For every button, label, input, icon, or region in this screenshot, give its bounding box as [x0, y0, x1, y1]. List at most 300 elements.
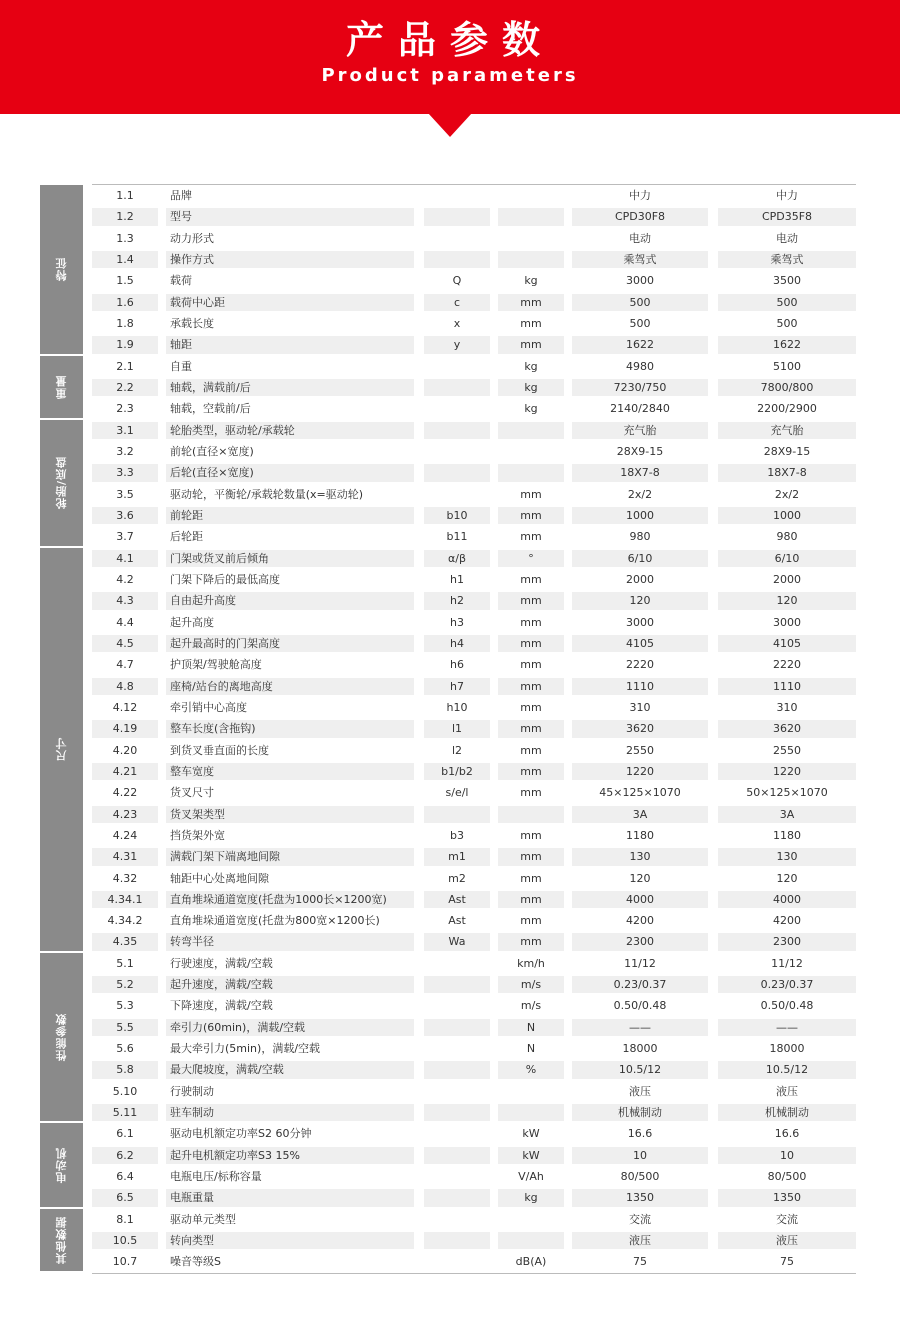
section-label: 轮胎/底盘 — [54, 456, 68, 510]
cell-index: 4.32 — [112, 871, 138, 885]
cell-value-model-1: 机械制动 — [572, 1104, 708, 1121]
cell-value-model-2: 500 — [776, 316, 798, 330]
cell-value-model-1: 1622 — [572, 336, 708, 353]
section-label: 性能参数 — [54, 1013, 68, 1062]
section-group — [40, 185, 83, 356]
cell-value-model-2: 4000 — [718, 891, 856, 908]
cell-symbol: h3 — [450, 615, 464, 629]
cell-value-model-1: 1350 — [572, 1189, 708, 1206]
cell-index: 3.5 — [116, 487, 134, 501]
cell-symbol — [424, 1040, 490, 1057]
table-row — [92, 548, 856, 569]
cell-name: 护顶架/驾驶舱高度 — [170, 658, 262, 672]
table-row — [92, 398, 856, 419]
cell-unit: mm — [498, 635, 564, 652]
page-title: 产品参数 — [345, 18, 554, 62]
cell-unit — [498, 251, 564, 268]
cell-symbol — [424, 1211, 490, 1228]
cell-name: 门架下降后的最低高度 — [170, 572, 280, 586]
cell-symbol — [424, 1253, 490, 1270]
cell-name: 轴距中心处离地间隙 — [170, 871, 269, 885]
cell-name: 门架或货叉前后倾角 — [166, 550, 414, 567]
table-row — [92, 185, 856, 206]
cell-unit: mm — [498, 294, 564, 311]
cell-index: 3.3 — [92, 464, 158, 481]
cell-name: 承载长度 — [170, 316, 214, 330]
cell-index: 4.20 — [112, 743, 138, 757]
header-banner — [0, 0, 900, 114]
table-row — [92, 953, 856, 974]
cell-name: 起升高度 — [170, 615, 214, 629]
cell-index: 6.1 — [116, 1127, 134, 1141]
cell-value-model-2: 120 — [776, 871, 798, 885]
cell-name: 电瓶重量 — [166, 1189, 414, 1206]
table-row — [92, 804, 856, 825]
table-row — [92, 249, 856, 270]
section-group — [40, 953, 83, 1124]
cell-symbol — [424, 1104, 490, 1121]
cell-value-model-2: 310 — [776, 700, 798, 714]
cell-name: 转向类型 — [166, 1232, 414, 1249]
cell-value-model-2: 2550 — [773, 743, 801, 757]
cell-unit: N — [498, 1019, 564, 1036]
cell-index: 5.6 — [116, 1042, 134, 1056]
cell-name: 型号 — [166, 208, 414, 225]
cell-index: 10.5 — [92, 1232, 158, 1249]
cell-index: 4.2 — [116, 572, 134, 586]
table-row — [92, 868, 856, 889]
cell-index: 1.4 — [92, 251, 158, 268]
cell-value-model-1: 16.6 — [627, 1127, 653, 1141]
cell-value-model-2: 2220 — [773, 658, 801, 672]
cell-symbol: b11 — [446, 530, 468, 544]
cell-name: 轴载，空载前/后 — [170, 402, 251, 416]
cell-value-model-1: 11/12 — [624, 956, 656, 970]
cell-index: 2.2 — [92, 379, 158, 396]
cell-index: 1.2 — [92, 208, 158, 225]
cell-value-model-2: CPD35F8 — [718, 208, 856, 225]
cell-value-model-2: 11/12 — [771, 956, 803, 970]
cell-index: 3.1 — [92, 422, 158, 439]
cell-symbol — [424, 187, 490, 204]
cell-value-model-1: 310 — [629, 700, 651, 714]
table-row — [92, 633, 856, 654]
cell-value-model-1: 1180 — [626, 828, 654, 842]
cell-index: 6.5 — [92, 1189, 158, 1206]
cell-value-model-2: —— — [718, 1019, 856, 1036]
section-label: 特征 — [54, 257, 68, 282]
cell-name: 整车宽度 — [166, 763, 414, 780]
cell-unit: mm — [498, 592, 564, 609]
cell-value-model-2: 7800/800 — [718, 379, 856, 396]
cell-symbol — [424, 1061, 490, 1078]
cell-symbol: h7 — [424, 678, 490, 695]
cell-name: 行驶制动 — [170, 1084, 214, 1098]
cell-value-model-1: 充气胎 — [572, 422, 708, 439]
cell-value-model-1: 7230/750 — [572, 379, 708, 396]
cell-unit: kg — [524, 359, 538, 373]
table-row — [92, 484, 856, 505]
cell-symbol: Wa — [424, 933, 490, 950]
cell-symbol: Ast — [448, 914, 466, 928]
cell-index: 4.31 — [92, 848, 158, 865]
cell-name: 驱动单元类型 — [170, 1212, 236, 1226]
cell-symbol: h1 — [450, 572, 464, 586]
cell-name: 自由起升高度 — [166, 592, 414, 609]
cell-symbol: x — [453, 316, 461, 330]
table-row — [92, 1209, 856, 1230]
cell-symbol: y — [424, 336, 490, 353]
cell-unit: mm — [520, 487, 542, 501]
cell-unit — [498, 806, 564, 823]
cell-index: 4.22 — [112, 786, 138, 800]
table-row — [92, 740, 856, 761]
cell-unit: mm — [520, 316, 542, 330]
table-row — [92, 1123, 856, 1144]
cell-unit: mm — [520, 700, 542, 714]
cell-unit: mm — [498, 933, 564, 950]
table-row — [92, 1038, 856, 1059]
cell-unit — [498, 230, 564, 247]
cell-value-model-1: 10.5/12 — [572, 1061, 708, 1078]
cell-unit: mm — [498, 848, 564, 865]
cell-symbol: h4 — [424, 635, 490, 652]
cell-symbol — [424, 422, 490, 439]
cell-value-model-1: 500 — [572, 294, 708, 311]
cell-index: 4.8 — [92, 678, 158, 695]
cell-value-model-2: 2200/2900 — [757, 402, 817, 416]
cell-index: 4.12 — [112, 700, 138, 714]
cell-value-model-2: 中力 — [776, 189, 798, 202]
cell-index: 1.5 — [116, 274, 134, 288]
cell-value-model-2: 5100 — [773, 359, 801, 373]
cell-value-model-2: 6/10 — [718, 550, 856, 567]
cell-value-model-2: 16.6 — [774, 1127, 800, 1141]
cell-value-model-1: 2220 — [626, 658, 654, 672]
cell-value-model-1: 1000 — [572, 507, 708, 524]
cell-value-model-2: 1220 — [718, 763, 856, 780]
cell-name: 驻车制动 — [166, 1104, 414, 1121]
cell-unit: kg — [524, 274, 538, 288]
cell-unit: kg — [524, 402, 538, 416]
cell-value-model-1: 980 — [629, 530, 651, 544]
table-row — [92, 612, 856, 633]
cell-value-model-1: 4000 — [572, 891, 708, 908]
cell-value-model-2: 980 — [776, 530, 798, 544]
cell-symbol: s/e/l — [445, 786, 469, 800]
cell-value-model-2: 3000 — [773, 615, 801, 629]
cell-value-model-1: 4980 — [626, 359, 654, 373]
cell-value-model-1: 2550 — [626, 743, 654, 757]
cell-unit: dB(A) — [515, 1255, 547, 1269]
section-group — [40, 1209, 83, 1273]
cell-symbol: h10 — [446, 700, 468, 714]
cell-index: 2.3 — [116, 402, 134, 416]
table-row — [92, 1145, 856, 1166]
cell-value-model-2: 130 — [718, 848, 856, 865]
cell-symbol — [424, 443, 490, 460]
cell-index: 4.1 — [92, 550, 158, 567]
cell-unit: mm — [520, 914, 542, 928]
cell-value-model-1: 6/10 — [572, 550, 708, 567]
table-row — [92, 1187, 856, 1208]
table-row — [92, 825, 856, 846]
banner-arrow-icon — [428, 113, 472, 137]
cell-unit: m/s — [498, 976, 564, 993]
cell-unit: mm — [520, 828, 542, 842]
cell-name: 直角堆垛通道宽度(托盘为800宽×1200长) — [170, 914, 380, 928]
cell-value-model-2: 10.5/12 — [718, 1061, 856, 1078]
cell-value-model-2: 28X9-15 — [763, 444, 811, 458]
cell-value-model-1: 3620 — [572, 720, 708, 737]
cell-symbol — [424, 486, 490, 503]
cell-index: 5.11 — [92, 1104, 158, 1121]
cell-symbol: α/β — [424, 550, 490, 567]
cell-symbol — [424, 251, 490, 268]
cell-value-model-2: 4105 — [718, 635, 856, 652]
cell-unit — [498, 1232, 564, 1249]
cell-index: 1.6 — [92, 294, 158, 311]
table-row — [92, 718, 856, 739]
cell-unit: kg — [498, 1189, 564, 1206]
cell-symbol: h2 — [424, 592, 490, 609]
cell-value-model-1: 3A — [572, 806, 708, 823]
cell-name: 前轮距 — [166, 507, 414, 524]
cell-index: 4.34.1 — [92, 891, 158, 908]
cell-value-model-1: —— — [572, 1019, 708, 1036]
cell-name: 动力形式 — [170, 231, 214, 245]
cell-value-model-2: 液压 — [776, 1084, 798, 1098]
cell-unit: mm — [520, 658, 542, 672]
cell-name: 起升电机额定功率S3 15% — [166, 1147, 414, 1164]
table-row — [92, 292, 856, 313]
cell-name: 后轮(直径×宽度) — [166, 464, 414, 481]
cell-symbol: b3 — [450, 828, 464, 842]
cell-symbol: b10 — [424, 507, 490, 524]
cell-unit: mm — [498, 507, 564, 524]
table-row — [92, 846, 856, 867]
table-row — [92, 782, 856, 803]
cell-symbol: c — [424, 294, 490, 311]
cell-symbol: m2 — [448, 871, 466, 885]
cell-name: 整车长度(含拖钩) — [166, 720, 414, 737]
cell-unit: mm — [498, 720, 564, 737]
cell-value-model-2: 2x/2 — [774, 487, 800, 501]
cell-symbol: Q — [452, 274, 462, 288]
cell-name: 满载门架下端离地间隙 — [166, 848, 414, 865]
cell-value-model-1: 120 — [629, 871, 651, 885]
cell-unit — [498, 464, 564, 481]
cell-index: 4.24 — [112, 828, 138, 842]
cell-value-model-1: 0.50/0.48 — [613, 999, 667, 1013]
cell-value-model-2: 1110 — [718, 678, 856, 695]
cell-value-model-1: 0.23/0.37 — [572, 976, 708, 993]
cell-unit — [498, 443, 564, 460]
cell-index: 5.10 — [112, 1084, 138, 1098]
cell-value-model-1: 120 — [572, 592, 708, 609]
cell-name: 电瓶电压/标称容量 — [170, 1170, 262, 1184]
cell-value-model-2: 120 — [718, 592, 856, 609]
cell-name: 轴载，满载前/后 — [166, 379, 414, 396]
cell-name: 到货叉垂直面的长度 — [170, 743, 269, 757]
cell-name: 下降速度，满载/空载 — [170, 999, 273, 1013]
cell-name: 载荷 — [170, 274, 192, 288]
cell-value-model-1: 3000 — [626, 274, 654, 288]
cell-symbol — [424, 1168, 490, 1185]
cell-name: 座椅/站台的离地高度 — [166, 678, 414, 695]
cell-index: 4.4 — [116, 615, 134, 629]
table-row — [92, 526, 856, 547]
table-row — [92, 441, 856, 462]
cell-value-model-1: 10 — [572, 1147, 708, 1164]
cell-value-model-2: 3620 — [718, 720, 856, 737]
cell-unit — [498, 422, 564, 439]
cell-symbol — [424, 976, 490, 993]
cell-index: 4.19 — [92, 720, 158, 737]
section-label: 电动机 — [54, 1147, 68, 1184]
cell-value-model-2: 3A — [718, 806, 856, 823]
cell-unit: % — [498, 1061, 564, 1078]
cell-name: 最大牵引力(5min)，满载/空载 — [170, 1042, 321, 1056]
table-row — [92, 334, 856, 355]
cell-unit: mm — [498, 678, 564, 695]
cell-symbol: m1 — [424, 848, 490, 865]
cell-index: 4.35 — [92, 933, 158, 950]
cell-index: 4.5 — [92, 635, 158, 652]
cell-value-model-2: 机械制动 — [718, 1104, 856, 1121]
cell-unit — [498, 208, 564, 225]
cell-symbol — [424, 997, 490, 1014]
cell-name: 行驶速度，满载/空载 — [170, 956, 273, 970]
cell-name: 自重 — [170, 359, 192, 373]
cell-value-model-2: 18000 — [769, 1042, 805, 1056]
cell-value-model-1: 中力 — [629, 189, 651, 202]
cell-name: 最大爬坡度，满载/空载 — [166, 1061, 414, 1078]
table-row — [92, 356, 856, 377]
cell-index: 1.8 — [116, 316, 134, 330]
cell-name: 牵引力(60min)，满载/空载 — [166, 1019, 414, 1036]
table-row — [92, 654, 856, 675]
table-row — [92, 697, 856, 718]
cell-value-model-1: 4200 — [626, 914, 654, 928]
cell-value-model-1: 28X9-15 — [616, 444, 664, 458]
table-row — [92, 1102, 856, 1123]
cell-unit: kg — [498, 379, 564, 396]
cell-name: 驱动电机额定功率S2 60分钟 — [170, 1127, 312, 1141]
cell-name: 轮胎类型，驱动轮/承载轮 — [166, 422, 414, 439]
cell-unit: km/h — [517, 956, 545, 970]
cell-unit: mm — [498, 336, 564, 353]
table-row — [92, 761, 856, 782]
cell-value-model-2: 10 — [718, 1147, 856, 1164]
cell-value-model-1: 2300 — [572, 933, 708, 950]
table-row — [92, 995, 856, 1016]
table-row — [92, 889, 856, 910]
cell-symbol — [424, 230, 490, 247]
cell-unit: mm — [520, 743, 542, 757]
table-row — [92, 910, 856, 931]
cell-index: 6.4 — [116, 1170, 134, 1184]
cell-symbol — [424, 400, 490, 417]
cell-index: 4.3 — [92, 592, 158, 609]
cell-symbol: b1/b2 — [424, 763, 490, 780]
cell-name: 操作方式 — [166, 251, 414, 268]
cell-value-model-2: 0.23/0.37 — [718, 976, 856, 993]
cell-symbol — [424, 464, 490, 481]
cell-unit: mm — [520, 615, 542, 629]
cell-index: 4.7 — [116, 658, 134, 672]
cell-value-model-2: 液压 — [718, 1232, 856, 1249]
cell-index: 3.6 — [92, 507, 158, 524]
cell-value-model-1: 液压 — [572, 1232, 708, 1249]
cell-name: 后轮距 — [170, 530, 203, 544]
table-row — [92, 1230, 856, 1251]
cell-name: 转弯半径 — [166, 933, 414, 950]
cell-value-model-1: 3000 — [626, 615, 654, 629]
cell-value-model-2: 4200 — [773, 914, 801, 928]
cell-value-model-1: 130 — [572, 848, 708, 865]
cell-symbol — [424, 358, 490, 375]
cell-index: 8.1 — [116, 1212, 134, 1226]
table-row — [92, 1081, 856, 1102]
cell-value-model-1: 2140/2840 — [610, 402, 670, 416]
cell-index: 5.5 — [92, 1019, 158, 1036]
cell-value-model-2: 1180 — [773, 828, 801, 842]
cell-unit: mm — [520, 530, 542, 544]
cell-value-model-1: 2x/2 — [627, 487, 653, 501]
cell-value-model-1: CPD30F8 — [572, 208, 708, 225]
cell-unit: mm — [498, 763, 564, 780]
cell-unit: mm — [498, 891, 564, 908]
cell-unit: kW — [522, 1127, 540, 1141]
cell-unit: ° — [498, 550, 564, 567]
cell-index: 5.3 — [116, 999, 134, 1013]
cell-value-model-2: 交流 — [776, 1212, 798, 1226]
cell-unit — [498, 187, 564, 204]
cell-name: 轴距 — [166, 336, 414, 353]
cell-unit — [498, 1211, 564, 1228]
cell-symbol — [424, 379, 490, 396]
table-row — [92, 420, 856, 441]
table-row — [92, 206, 856, 227]
cell-value-model-1: 1110 — [572, 678, 708, 695]
cell-name: 起升最高时的门架高度 — [166, 635, 414, 652]
section-label: 尺寸 — [54, 737, 68, 762]
cell-value-model-2: 充气胎 — [718, 422, 856, 439]
cell-value-model-1: 乘驾式 — [572, 251, 708, 268]
table-row — [92, 377, 856, 398]
cell-name: 货叉尺寸 — [170, 786, 214, 800]
cell-value-model-1: 液压 — [629, 1084, 651, 1098]
cell-symbol — [424, 1189, 490, 1206]
cell-index: 1.3 — [116, 231, 134, 245]
cell-unit: mm — [520, 786, 542, 800]
cell-symbol — [424, 955, 490, 972]
cell-value-model-2: 乘驾式 — [718, 251, 856, 268]
cell-name: 起升速度，满载/空载 — [166, 976, 414, 993]
cell-symbol: Ast — [424, 891, 490, 908]
table-row — [92, 1017, 856, 1038]
cell-index: 2.1 — [116, 359, 134, 373]
table-row — [92, 270, 856, 291]
cell-symbol — [424, 208, 490, 225]
section-sidebar — [40, 185, 83, 1273]
cell-unit: N — [526, 1042, 536, 1056]
cell-index: 4.23 — [92, 806, 158, 823]
cell-name: 牵引销中心高度 — [170, 700, 247, 714]
cell-name: 载荷中心距 — [166, 294, 414, 311]
cell-name: 挡货架外宽 — [170, 828, 225, 842]
